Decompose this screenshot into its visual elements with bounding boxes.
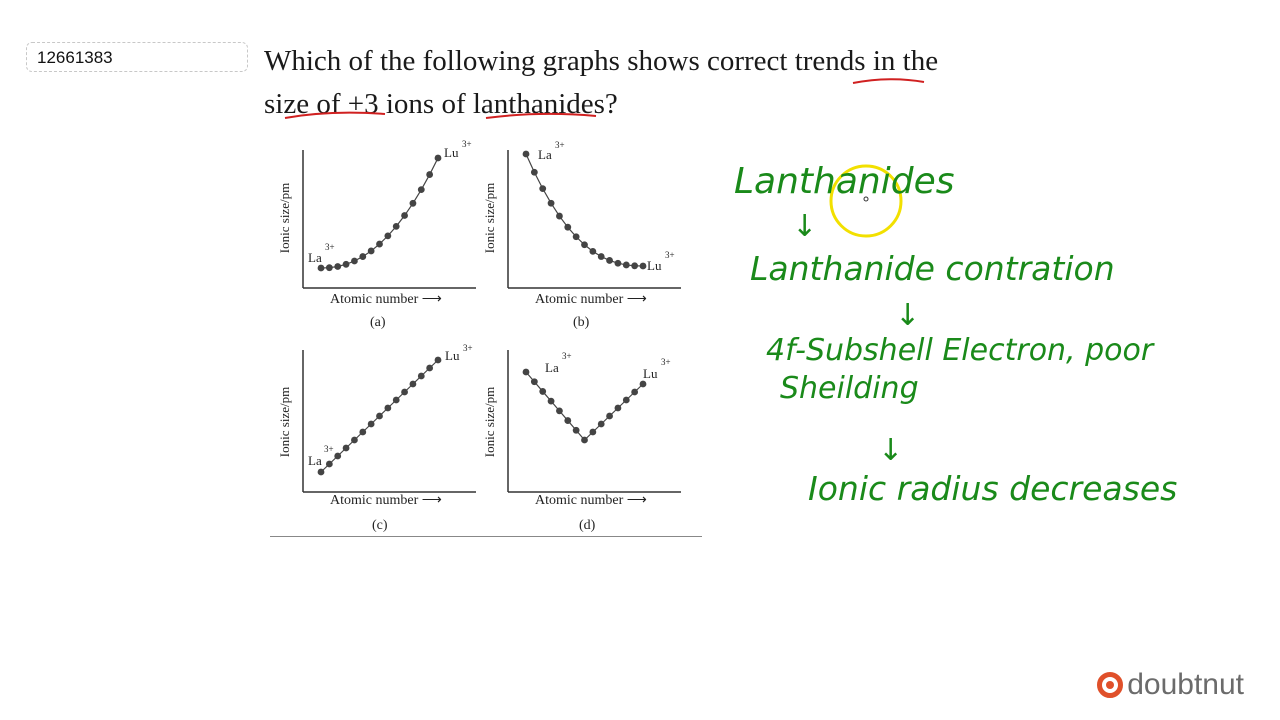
lu-charge-c: 3+ xyxy=(463,343,473,353)
logo-text: doubtnut xyxy=(1127,668,1244,701)
lu-label-a: Lu xyxy=(444,145,459,160)
x-axis-label-c: Atomic number ⟶ xyxy=(330,493,442,508)
note-line-2: Lanthanide contration xyxy=(750,249,1115,288)
la-charge-b: 3+ xyxy=(555,140,565,150)
x-axis-label-b: Atomic number ⟶ xyxy=(535,292,647,307)
note-line-4: Sheilding xyxy=(780,371,919,406)
lu-charge-d: 3+ xyxy=(661,357,671,367)
arrow-down-icon-3: ↓ xyxy=(878,433,904,468)
x-axis-label-a: Atomic number ⟶ xyxy=(330,292,442,307)
caption-d: (d) xyxy=(579,518,596,533)
la-label-b: La xyxy=(538,147,552,162)
question-id-badge: 12661383 xyxy=(26,42,248,72)
arrow-down-icon-2: ↓ xyxy=(895,298,921,333)
doubtnut-logo-icon xyxy=(1097,672,1123,698)
caption-b: (b) xyxy=(573,315,590,330)
la-label-d: La xyxy=(545,360,559,375)
note-line-3: 4f-Subshell Electron, poor xyxy=(766,333,1154,368)
la-charge-a: 3+ xyxy=(325,242,335,252)
x-axis-label-d: Atomic number ⟶ xyxy=(535,493,647,508)
caption-a: (a) xyxy=(370,315,386,330)
la-label-c: La xyxy=(308,453,322,468)
caption-c: (c) xyxy=(372,518,388,533)
lu-label-c: Lu xyxy=(445,348,460,363)
lu-label-b: Lu xyxy=(647,258,662,273)
y-axis-label-c: Ionic size/pm xyxy=(277,386,292,458)
lu-charge-a: 3+ xyxy=(462,139,472,149)
arrow-down-icon-1: ↓ xyxy=(792,209,818,244)
question-line-1: Which of the following graphs shows correct trends in the xyxy=(264,45,939,77)
la-charge-c: 3+ xyxy=(324,444,334,454)
lu-label-d: Lu xyxy=(643,366,658,381)
y-axis-label-b: Ionic size/pm xyxy=(482,182,497,254)
doubtnut-logo xyxy=(1097,668,1244,702)
note-line-1: Lanthanides xyxy=(734,161,955,202)
question-line-2: size of +3 ions of lanthanides? xyxy=(264,88,618,120)
note-line-5: Ionic radius decreases xyxy=(808,469,1178,508)
la-label-a: La xyxy=(308,250,322,265)
y-axis-label-a: Ionic size/pm xyxy=(277,182,292,254)
lu-charge-b: 3+ xyxy=(665,250,675,260)
y-axis-label-d: Ionic size/pm xyxy=(482,386,497,458)
la-charge-d: 3+ xyxy=(562,351,572,361)
